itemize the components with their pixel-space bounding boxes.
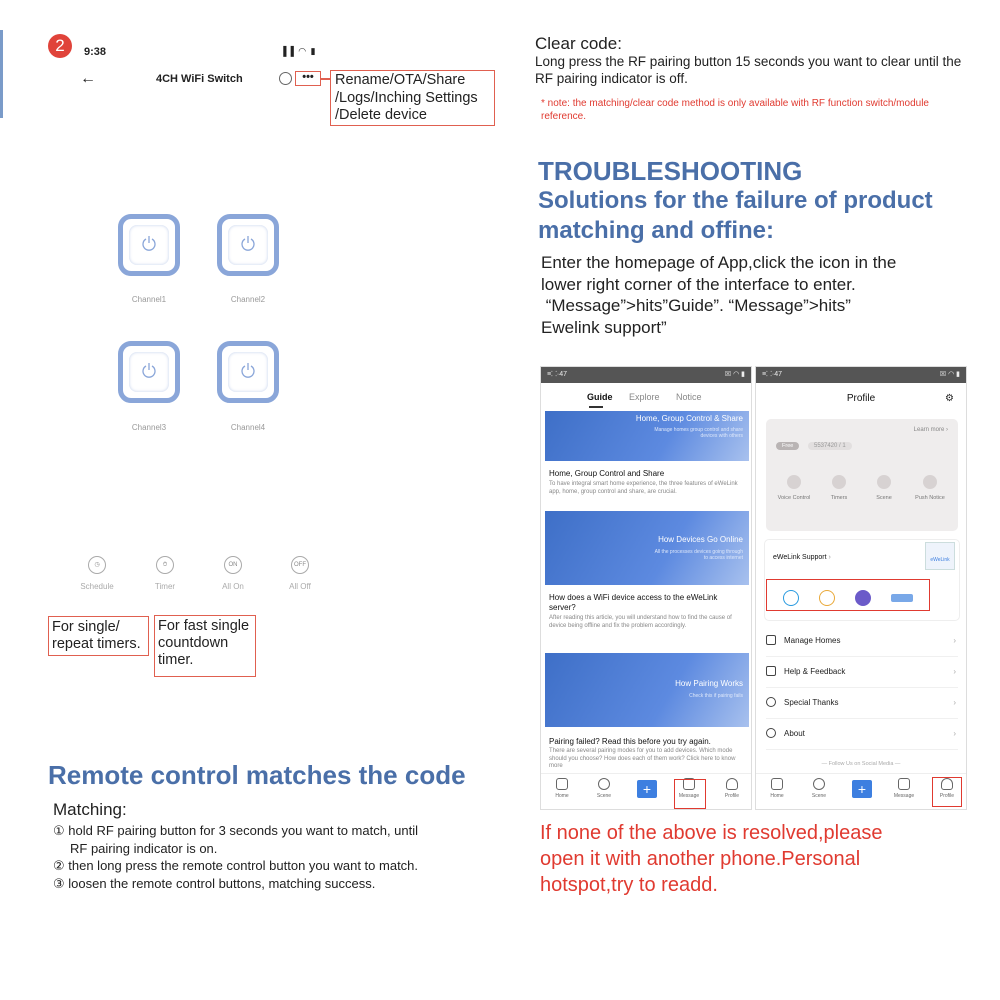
advice-line: open it with another phone.Personal xyxy=(540,848,861,870)
phone-status-icons: ▐▐ ◠ ▮ xyxy=(280,46,317,56)
power-icon xyxy=(240,362,256,378)
banner-subtitle: Manage homes group control and share devices with others xyxy=(654,427,743,439)
tab-explore[interactable]: Explore xyxy=(629,392,660,402)
quick-label: Timers xyxy=(830,495,848,501)
menu-label: Special Thanks xyxy=(784,698,839,707)
profile-screenshot xyxy=(755,366,967,810)
support-title xyxy=(773,554,831,561)
scene-button[interactable] xyxy=(861,475,907,501)
rf-note: * note: the matching/clear code method is only available with RF function switch/module reference. xyxy=(541,98,929,122)
matching-step: RF pairing indicator is on. xyxy=(70,840,218,856)
nav-label: Message xyxy=(893,793,915,799)
troubleshooting-subtitle xyxy=(538,186,978,246)
account-card xyxy=(766,419,958,531)
home-icon xyxy=(771,778,783,790)
power-icon xyxy=(240,235,256,251)
nav-label: Message xyxy=(678,793,700,799)
timer-icon[interactable]: ⏱ xyxy=(156,556,174,574)
channel-2-button[interactable] xyxy=(217,214,279,276)
voice-control-button[interactable] xyxy=(771,475,817,501)
timer-label: Timer xyxy=(154,582,176,591)
nav-label: Profile xyxy=(939,793,955,799)
menu-about[interactable] xyxy=(766,720,958,750)
power-icon xyxy=(141,235,157,251)
callout-line: For fast single xyxy=(158,618,250,634)
clock-icon[interactable]: ◷ xyxy=(88,556,106,574)
power-icon xyxy=(141,362,157,378)
add-device-button[interactable]: + xyxy=(637,780,657,798)
body-line: lower right corner of the interface to enter. xyxy=(541,274,856,294)
support-highlight xyxy=(766,579,930,611)
scene-icon xyxy=(877,475,891,489)
support-title-text: eWeLink Support xyxy=(773,554,827,561)
bulb-icon[interactable] xyxy=(279,72,292,85)
callout-line: Rename/OTA/Share xyxy=(335,72,466,88)
profile-icon xyxy=(726,778,738,790)
menu-label: Manage Homes xyxy=(784,636,841,645)
nav-home[interactable] xyxy=(762,778,792,799)
body-line: Ewelink support” xyxy=(541,317,667,337)
info-icon xyxy=(766,728,776,738)
add-device-button[interactable]: + xyxy=(852,780,872,798)
nav-message[interactable] xyxy=(889,778,919,799)
remote-heading: Remote control matches the code xyxy=(48,760,466,790)
card-banner[interactable] xyxy=(545,411,749,461)
follow-social[interactable]: — Follow Us on Social Media — xyxy=(821,761,901,767)
chevron-right-icon: › xyxy=(953,729,956,738)
matching-title: Matching: xyxy=(53,800,127,819)
menu-manage-homes[interactable] xyxy=(766,627,958,657)
more-menu-callout xyxy=(330,70,495,126)
matching-step: ③ loosen the remote control buttons, matching success. xyxy=(53,875,376,891)
timer-icon xyxy=(832,475,846,489)
card-description: To have integral smart home experience, the three features of eWeLink app, home, group control and share, are crucial. xyxy=(549,481,738,495)
status-time: ≡⸬·47 xyxy=(547,371,568,378)
callout-line: timer. xyxy=(158,652,194,668)
tab-notice[interactable]: Notice xyxy=(676,392,702,402)
microphone-icon xyxy=(787,475,801,489)
advice-line: hotspot,try to readd. xyxy=(540,874,718,896)
learn-more-link[interactable]: Learn more › xyxy=(913,427,948,433)
page-edge-marker xyxy=(0,30,3,118)
subtitle-line: matching and offine: xyxy=(538,217,774,244)
scene-icon xyxy=(598,778,610,790)
schedule-callout xyxy=(48,616,149,656)
card-title[interactable]: Home, Group Control and Share xyxy=(549,469,665,478)
menu-help-feedback[interactable] xyxy=(766,658,958,688)
bell-icon xyxy=(923,475,937,489)
chevron-right-icon: › xyxy=(953,636,956,645)
push-notice-button[interactable] xyxy=(907,475,953,501)
card-banner[interactable] xyxy=(545,653,749,727)
nav-label: Scene xyxy=(596,793,612,799)
clear-code-body: Long press the RF pairing button 15 seconds you want to clear until the RF pairing indicator is off. xyxy=(535,54,962,86)
gear-icon[interactable]: ⚙ xyxy=(945,393,954,404)
status-bar xyxy=(541,367,751,383)
nav-scene[interactable] xyxy=(804,778,834,799)
matching-step: ② then long press the remote control button you want to match. xyxy=(53,858,419,873)
phone-time: 9:38 xyxy=(84,46,107,58)
account-id: 5537420 / 1 xyxy=(808,442,852,450)
quick-label: Scene xyxy=(876,495,892,501)
callout-line: repeat timers. xyxy=(52,636,141,652)
troubleshooting-title: TROUBLESHOOTING xyxy=(538,156,803,186)
banner-title: Home, Group Control & Share xyxy=(635,414,743,423)
back-arrow-icon[interactable]: ← xyxy=(80,70,96,87)
status-icons: ☒ ◠ ▮ xyxy=(724,371,745,378)
card-title[interactable]: How does a WiFi device access to the eWeLink server? xyxy=(549,593,718,612)
chevron-right-icon: › xyxy=(953,698,956,707)
timer-callout xyxy=(154,615,256,677)
plan-badge: Free xyxy=(776,442,799,450)
all-off-label: All Off xyxy=(289,582,311,591)
matching-step: ① hold RF pairing button for 3 seconds you want to match, until xyxy=(53,823,419,838)
message-highlight xyxy=(674,779,706,809)
callout-line: /Logs/Inching Settings xyxy=(335,89,478,106)
nav-label: Home xyxy=(770,793,784,799)
callout-line: /Delete device xyxy=(335,107,427,123)
body-line: Enter the homepage of App,click the icon in the xyxy=(541,253,897,272)
channel-4-label: Channel4 xyxy=(230,423,266,432)
scene-icon xyxy=(813,778,825,790)
banner-title: How Pairing Works xyxy=(675,679,743,688)
callout-line: countdown xyxy=(158,635,229,651)
all-on-icon[interactable]: ON xyxy=(224,556,242,574)
card-banner[interactable] xyxy=(545,511,749,585)
home-icon xyxy=(766,635,776,645)
quick-label: Voice Control xyxy=(777,495,811,501)
nav-label: Scene xyxy=(811,793,827,799)
tab-indicator xyxy=(589,406,603,408)
footer-advice xyxy=(540,820,960,898)
timers-button[interactable] xyxy=(816,475,862,501)
status-time: ≡⸬·47 xyxy=(762,371,783,378)
all-off-icon[interactable]: OFF xyxy=(291,556,309,574)
nav-profile[interactable] xyxy=(717,778,747,799)
step-badge: 2 xyxy=(48,34,72,58)
card-title[interactable]: Pairing failed? Read this before you try again. xyxy=(549,737,711,746)
menu-special-thanks[interactable] xyxy=(766,689,958,719)
message-icon xyxy=(898,778,910,790)
channel-4-button[interactable] xyxy=(217,341,279,403)
chevron-right-icon: › xyxy=(828,554,831,561)
channel-3-button[interactable] xyxy=(118,341,180,403)
home-icon xyxy=(556,778,568,790)
channel-1-button[interactable] xyxy=(118,214,180,276)
body-line: “Message”>hits”Guide”. “Message”>hits” xyxy=(541,296,851,315)
tab-guide[interactable]: Guide xyxy=(587,392,613,402)
nav-label: Profile xyxy=(724,793,740,799)
troubleshooting-body xyxy=(541,252,961,338)
banner-subtitle: All the processes devices going through to access internet xyxy=(654,549,743,561)
nav-label: Home xyxy=(555,793,569,799)
channel-2-label: Channel2 xyxy=(230,295,266,304)
subtitle-line: Solutions for the failure of product xyxy=(538,187,933,214)
card-description: There are several pairing modes for you to add devices. Which mode should you choose? How does each of them work? Click here to know more xyxy=(549,748,736,769)
channel-3-label: Channel3 xyxy=(131,423,167,432)
callout-line: For single/ xyxy=(52,619,120,635)
quick-label: Push Notice xyxy=(915,495,945,501)
schedule-label: Schedule xyxy=(80,582,114,591)
advice-line: If none of the above is resolved,please xyxy=(540,822,883,844)
clear-code-title: Clear code: xyxy=(535,34,622,53)
mail-icon xyxy=(766,666,776,676)
channel-1-label: Channel1 xyxy=(131,295,167,304)
all-on-label: All On xyxy=(222,582,244,591)
banner-subtitle: Check this if pairing fails xyxy=(689,693,743,699)
menu-label: About xyxy=(784,729,805,738)
status-icons: ☒ ◠ ▮ xyxy=(939,371,960,378)
app-title: 4CH WiFi Switch xyxy=(156,73,243,85)
status-bar xyxy=(756,367,966,383)
nav-home[interactable] xyxy=(547,778,577,799)
support-badge: eWeLink xyxy=(925,542,955,570)
more-menu-button[interactable]: ••• xyxy=(295,71,321,86)
profile-title: Profile xyxy=(846,393,876,404)
guide-screenshot xyxy=(540,366,752,810)
heart-icon xyxy=(766,697,776,707)
matching-steps xyxy=(53,822,503,892)
bottom-nav xyxy=(541,773,751,809)
chevron-right-icon: › xyxy=(953,667,956,676)
banner-title: How Devices Go Online xyxy=(658,535,743,544)
menu-label: Help & Feedback xyxy=(784,667,846,676)
card-description: After reading this article, you will understand how to find the cause of device being offline and fix the problem accordingly. xyxy=(549,615,732,629)
profile-highlight xyxy=(932,777,962,807)
nav-scene[interactable] xyxy=(589,778,619,799)
